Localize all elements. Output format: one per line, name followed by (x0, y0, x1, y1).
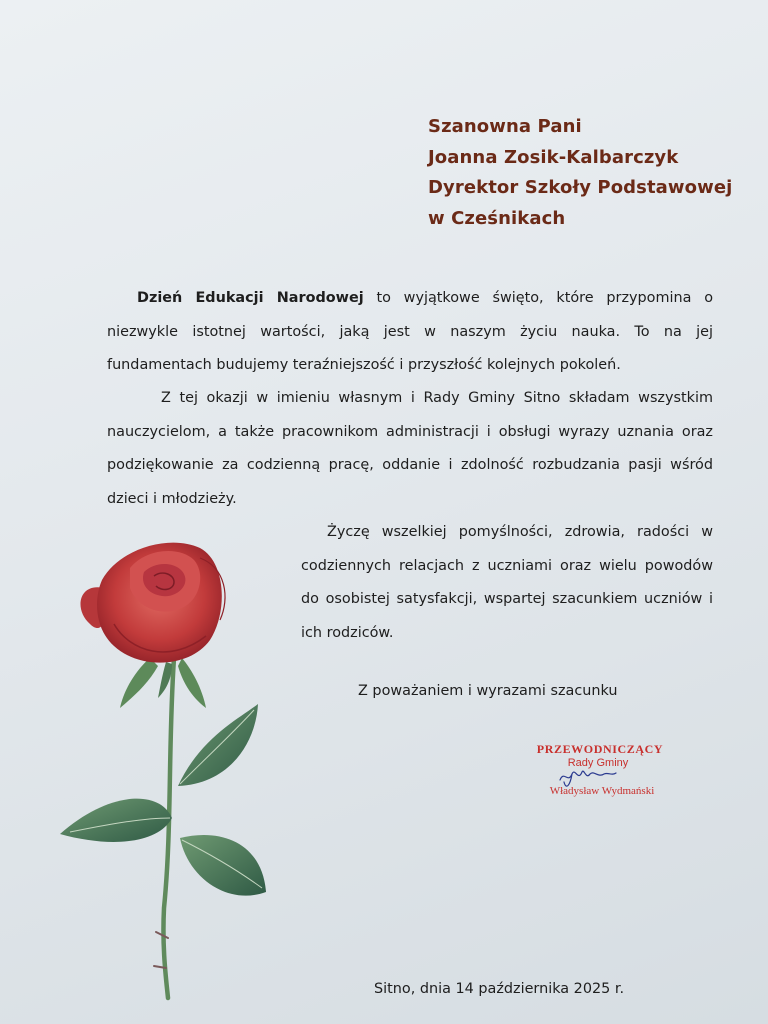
rose-illustration (50, 528, 290, 1008)
stamp-council: Rady Gminy (567, 757, 629, 769)
recipient-location: w Cześnikach (428, 208, 566, 230)
stamp-title: PRZEWODNICZĄCY (536, 742, 664, 756)
paragraph-1 (107, 282, 713, 383)
signature-icon (560, 771, 616, 786)
paragraph-2: Z tej okazji w imieniu własnym i Rady Gminy Sitno składam wszystkim nauczycielom, a także pracownikom administracji i obsługi wyrazy uznania oraz podziękowanie za codzienną pracę, oddanie i zdolność rozbudzania pasji wśród dzieci i młodzieży. (107, 390, 713, 508)
recipient-name: Joanna Zosik-Kalbarczyk (428, 146, 679, 168)
holiday-name: Dzień Edukacji Narodowej (137, 290, 364, 306)
paragraph-1-text: to wyjątkowe święto, które przypomina o niezwykle istotnej wartości, jaką jest w naszym życiu nauka. To na jej fundamentach budujemy teraźniejszość i przyszłość kolejnych pokoleń. (107, 290, 713, 374)
date-line: Sitno, dnia 14 października 2025 r. (374, 981, 625, 997)
stamp-name: Władysław Wydmański (549, 785, 655, 797)
salutation: Szanowna Pani (428, 116, 582, 137)
recipient-address (428, 112, 732, 235)
paragraph-3: Życzę wszelkiej pomyślności, zdrowia, radości w codziennych relacjach z uczniami oraz wielu powodów do osobistej satysfakcji, wspartej szacunkiem uczniów i ich rodziców. (301, 524, 713, 641)
closing-phrase: Z poważaniem i wyrazami szacunku (358, 683, 618, 699)
recipient-position: Dyrektor Szkoły Podstawowej (428, 177, 733, 199)
chairman-stamp (520, 740, 680, 802)
